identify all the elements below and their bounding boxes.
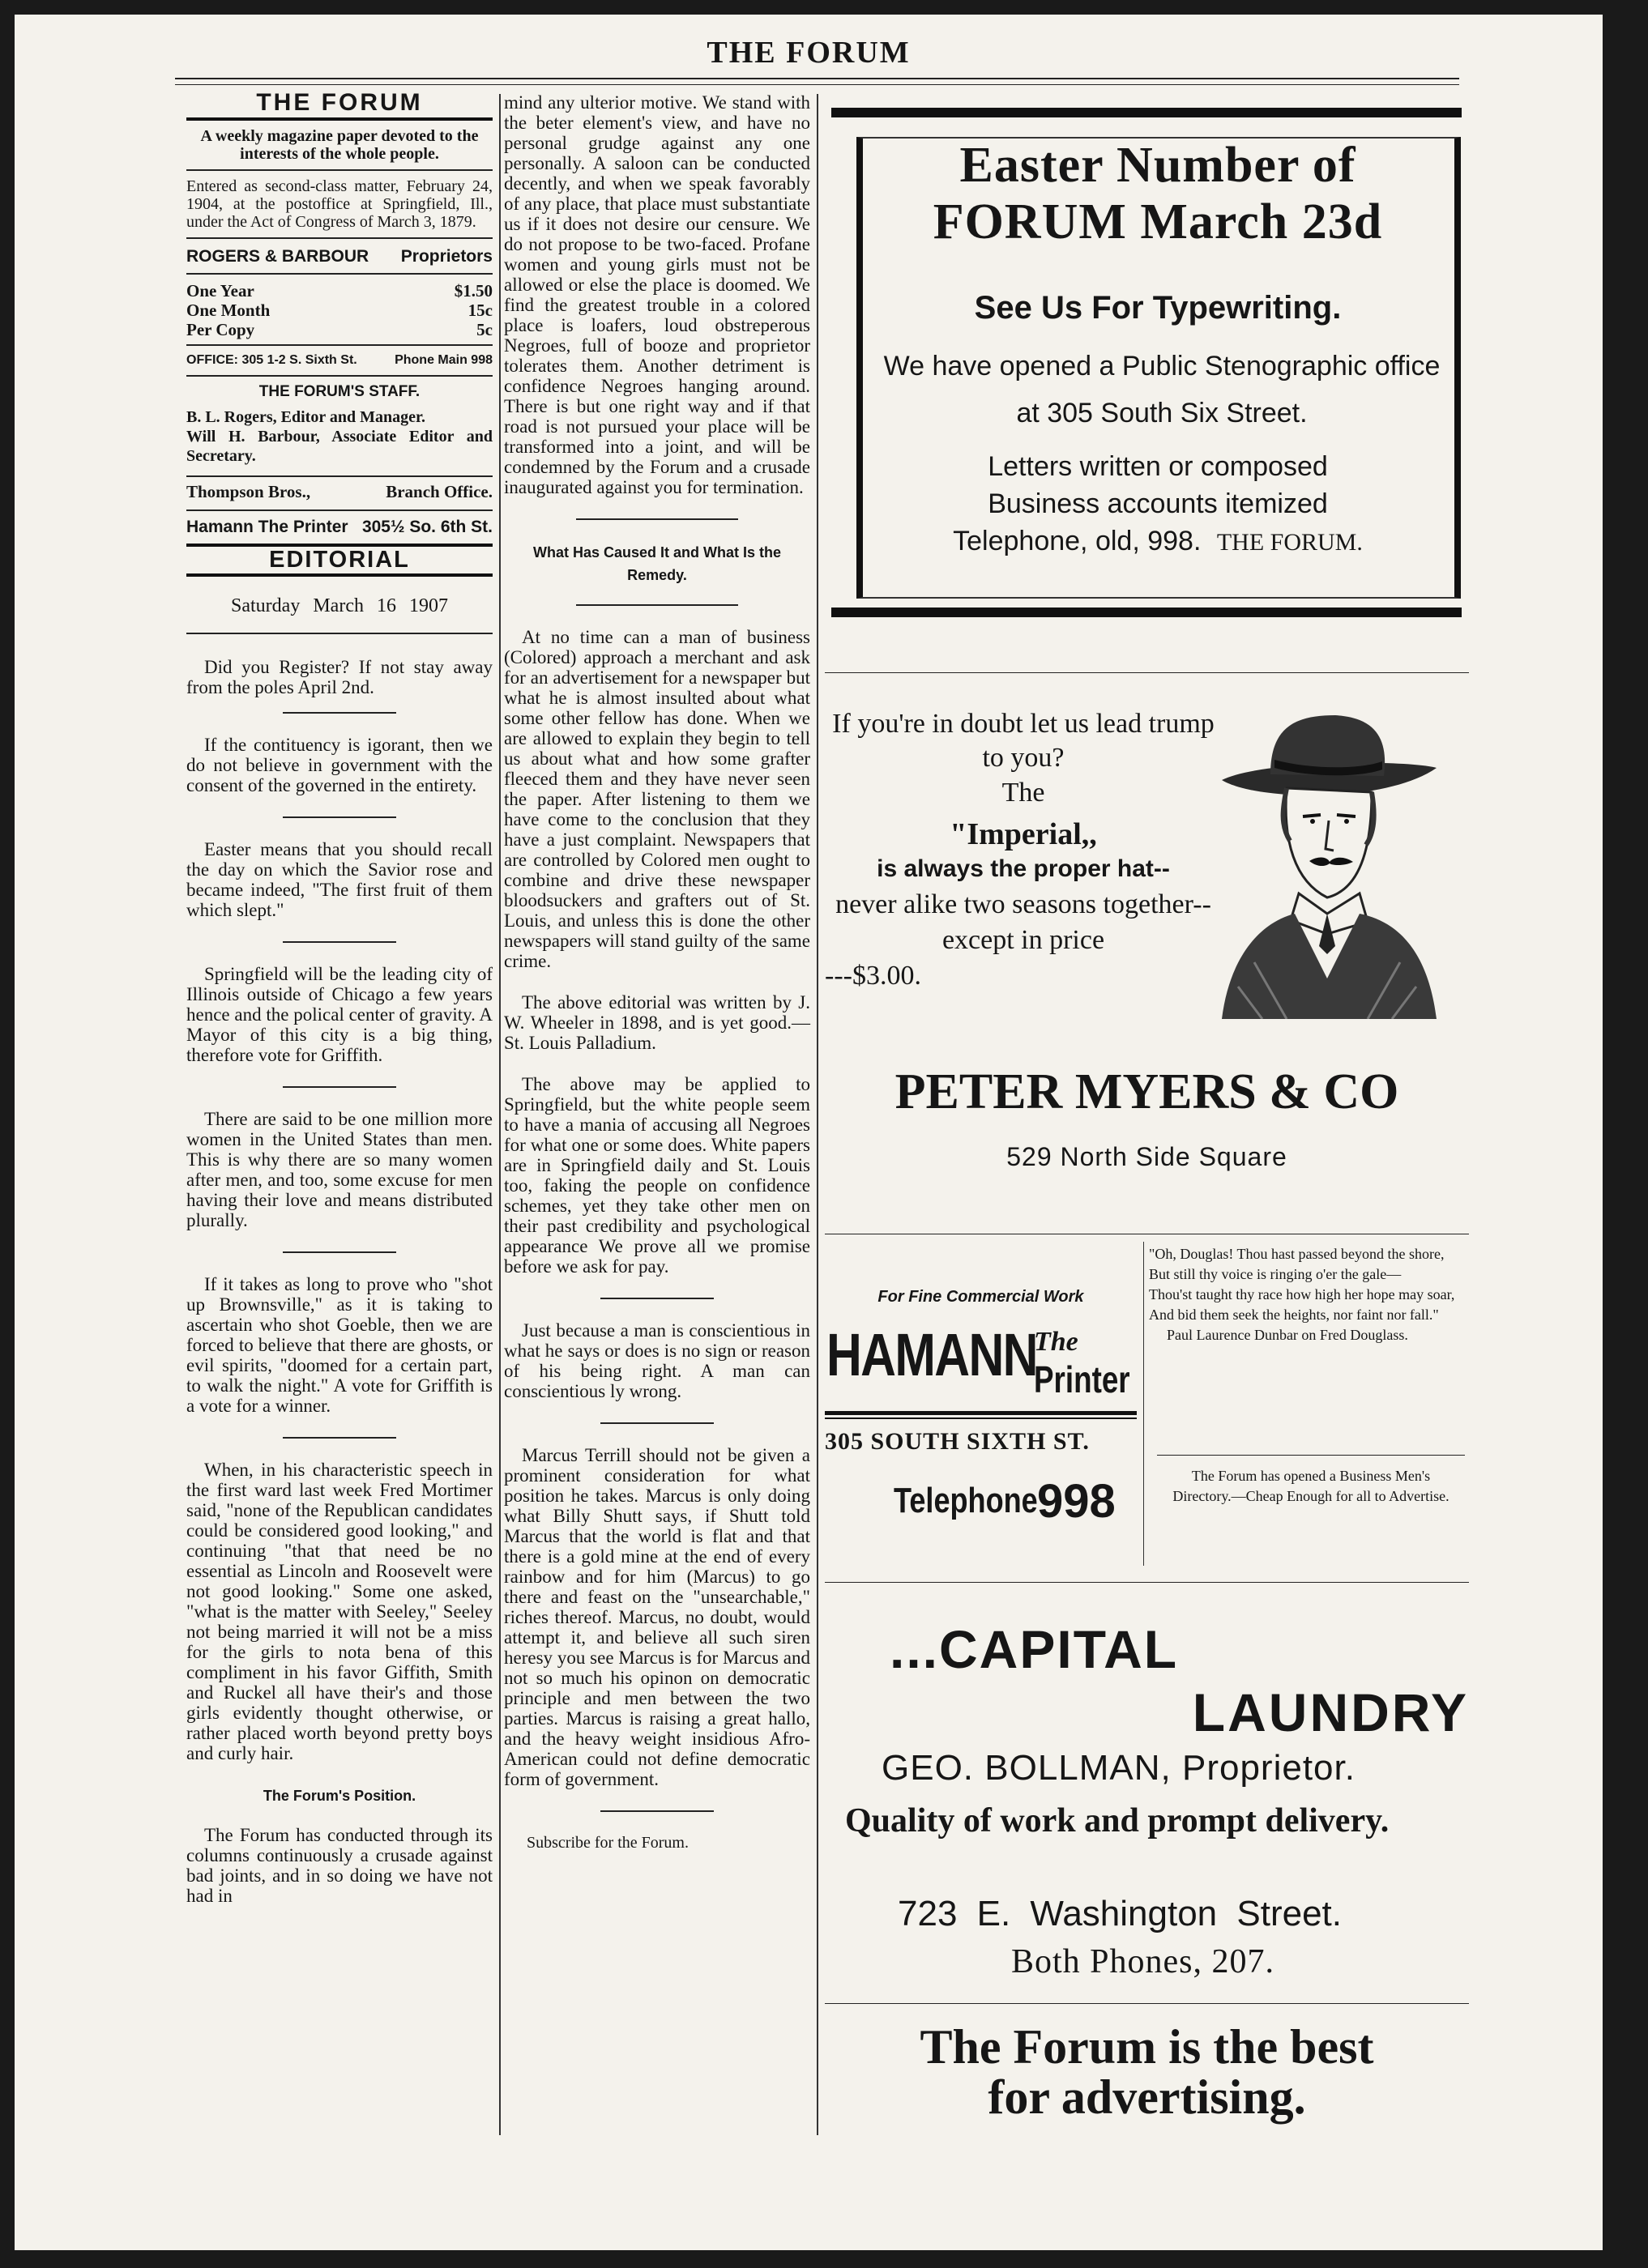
laundry-quality: Quality of work and prompt delivery.: [845, 1802, 1390, 1840]
paragraph: Marcus Terrill should not be given a prominent consideration for what position he takes. Marcus is only doing what Billy Shutt says, if Shutt told Marcus that the world is flat and that there is a gold mine at the end of every rainbow and for him (Marcus) to go there and feast on the "unsearchable," riches thereof. Marcus, no doubt, would attempt it, and believe all such siren heresy you see Marcus is for Marcus and not so much his opinon on democratic principle and men between the two parties. Marcus is raising a great hallo, and the heavy weight insidious Afro-American could not define democratic form of government.: [504, 1445, 810, 1789]
paragraph: Easter means that you should recall the day on which the Savior rose and became indeed, "The first fruit of them which slept.": [186, 839, 493, 920]
imperial-price: ---$3.00.: [825, 961, 921, 991]
separator: [283, 816, 396, 818]
branch-row: [186, 482, 493, 501]
branch-name: Thompson Bros.,: [186, 482, 311, 501]
divider: [186, 344, 493, 346]
masthead-rule: [186, 117, 493, 121]
paragraph: Springfield will be the leading city of Illinois outside of Chicago a few years hence and the polical center of gravity. A Mayor of this city is a big thing, therefore vote for Griffith.: [186, 964, 493, 1065]
divider: [186, 169, 493, 171]
poem-line: Thou'st taught thy race how high her hope may soar,: [1149, 1286, 1455, 1302]
rate-row: [186, 281, 493, 301]
paragraph: The Forum has conducted through its columns continuously a crusade against bad joints, and in so doing we have not had in: [186, 1825, 493, 1906]
ad-frame-bottom: [831, 608, 1462, 617]
stenographic-line: We have opened a Public Stenographic office at 305 South Six Street.: [883, 351, 1441, 428]
accounts-line: Business accounts itemized: [988, 488, 1328, 519]
laundry-capital: ...CAPITAL: [890, 1619, 1179, 1679]
editorial-heading: EDITORIAL: [269, 547, 410, 573]
running-head: THE FORUM: [707, 36, 911, 70]
divider: [825, 672, 1469, 673]
hamann-rule: [825, 1411, 1137, 1415]
hamann-telephone-number: 998: [1037, 1475, 1116, 1528]
poem-attribution: Paul Laurence Dunbar on Fred Douglass.: [1167, 1327, 1408, 1343]
poem-line: And bid them seek the heights, nor faint nor fall.": [1149, 1307, 1439, 1323]
peter-myers-address: 529 North Side Square: [1006, 1142, 1287, 1171]
peter-myers-store: PETER MYERS & CO: [894, 1064, 1399, 1119]
paragraph: mind any ulterior motive. We stand with the beter element's view, and have no personal grudge against any one personally. A saloon can be conducted decently, and when we speak favorably of any place, that place must substantiate us if it does not desire our censure. We do not propose to be two-faced. Profane women and young girls must not be allowed or else the place is doomed. We find the greatest trouble in a colored place is loafers, loud obstreperous Negroes, full of booze and proprietor tolerates them. Another detriment is confidence Negroes hanging around. There is but one right way and if that road is not pursued your place will be transformed into a joint, and will be condemned by the Forum and a crusade inaugurated against you for termination.: [504, 92, 810, 497]
easter-title-1: Easter Number of: [959, 138, 1356, 193]
column-rule-1: [499, 94, 501, 2135]
rate-price: 15c: [468, 301, 493, 320]
imperial-ad-text: [825, 707, 1222, 994]
imperial-line-1: If you're in doubt let us lead trump to you?: [832, 709, 1215, 773]
telephone-line: [864, 522, 1452, 561]
separator: [283, 1086, 396, 1088]
divider: [825, 2003, 1469, 2004]
ad-divider: [1143, 1242, 1144, 1566]
imperial-line-4: is always the proper hat--: [877, 855, 1170, 882]
separator: [576, 604, 738, 606]
directory-note: The Forum has opened a Business Men's Directory.—Cheap Enough for all to Advertise.: [1172, 1468, 1449, 1504]
masthead-entry: Entered as second-class matter, February 24, 1904, at the postoffice at Springfield, Ill., under the Act of Congress of March 3, 1879.: [186, 177, 493, 231]
column-rule-2: [817, 94, 818, 2135]
printer-row: [186, 518, 493, 537]
man-in-hat-illustration: [1206, 711, 1449, 1019]
masthead-description: A weekly magazine paper devoted to the interests of the whole people.: [200, 127, 479, 163]
hamann-ad: [825, 1246, 1137, 1554]
newspaper-page: [15, 15, 1603, 2250]
separator: [600, 1298, 714, 1299]
rate-label: One Month: [186, 301, 271, 320]
laundry-address: 723 E. Washington Street.: [898, 1894, 1342, 1933]
masthead-title: THE FORUM: [256, 89, 423, 116]
paragraph: The above editorial was written by J. W. Wheeler in 1898, and is yet good.—St. Louis Palladium.: [504, 992, 810, 1053]
divider: [186, 375, 493, 377]
hamann-tagline: For Fine Commercial Work: [877, 1288, 1084, 1306]
paragraph: When, in his characteristic speech in the first ward last week Fred Mortimer said, "none of the Republican candidates could be considered good looking," and continuing "that that need be no essential as Lincoln and Roosevelt were not good looking." Some one asked, "what is the matter with Seeley," Seeley not being married it will not be a miss for the girls to nota bena of this compliment in his favor Giffith, Smith and Ruckel all have their's and those girls evidently thought otherwise, or rather placed worth beyond pretty boys and curly hair.: [186, 1460, 493, 1763]
paragraph: The above may be applied to Springfield, but the white people seem to have a mania of accusing all Negroes for what one or some does. White papers are in Springfield daily and St. Louis too, faking the people on confidence schemes, yet they take other men on their past credibility and psychological appearance We prove all we promise before we ask for pay.: [504, 1074, 810, 1277]
staff-heading: THE FORUM'S STAFF.: [258, 383, 421, 400]
separator: [283, 941, 396, 943]
rate-row: [186, 301, 493, 320]
rate-label: One Year: [186, 281, 254, 301]
hamann-the: The: [1034, 1327, 1078, 1357]
paragraph: Just because a man is conscientious in what he says or does is no sign or reason of his being right. A man can conscientious ly wrong.: [504, 1320, 810, 1401]
divider: [186, 633, 493, 634]
paragraph: Did you Register? If not stay away from the poles April 2nd.: [186, 657, 493, 697]
letters-line: Letters written or composed: [988, 451, 1328, 482]
branch-label: Branch Office.: [386, 482, 493, 501]
hamann-name: HAMANN: [826, 1321, 1037, 1388]
easter-ad: [831, 108, 1462, 623]
divider: [186, 273, 493, 275]
printer-name: Hamann The Printer: [186, 518, 348, 536]
easter-title-2: FORUM March 23d: [933, 194, 1383, 249]
laundry-phones: Both Phones, 207.: [1011, 1943, 1275, 1980]
paragraph: There are said to be one million more women in the United States than men. This is why there are so many women after men, and too, some excuse for men having their love and means distributed plurally.: [186, 1109, 493, 1230]
rate-label: Per Copy: [186, 320, 255, 339]
office-address: OFFICE: 305 1-2 S. Sixth St.: [186, 353, 357, 367]
staff-editor: B. L. Rogers, Editor and Manager.: [186, 408, 426, 426]
divider: [186, 237, 493, 239]
telephone-text: Telephone, old, 998.: [953, 526, 1202, 556]
hamann-address: 305 SOUTH SIXTH ST.: [825, 1428, 1090, 1455]
imperial-line-2: The: [1001, 778, 1045, 808]
rate-price: $1.50: [454, 281, 493, 301]
staff-associate: Will H. Barbour, Associate Editor and Secretary.: [186, 428, 493, 465]
column-2: [504, 92, 810, 1853]
office-phone: Phone Main 998: [395, 353, 493, 367]
separator: [283, 712, 396, 714]
separator: [283, 1251, 396, 1253]
proprietors-row: [186, 247, 493, 266]
divider: [1157, 1455, 1465, 1456]
imperial-line-5: never alike two seasons together--except in price: [835, 889, 1211, 955]
separator: [283, 1437, 396, 1439]
divider: [186, 573, 493, 577]
laundry-proprietor: GEO. BOLLMAN, Proprietor.: [882, 1748, 1356, 1788]
poem-line: But still thy voice is ringing o'er the gale—: [1149, 1266, 1402, 1282]
poem-line: "Oh, Douglas! Thou hast passed beyond the shore,: [1149, 1246, 1445, 1262]
divider: [825, 1582, 1469, 1583]
footer-ad-line-1: The Forum is the best: [920, 2020, 1374, 2074]
paragraph: If it takes as long to prove who "shot up Brownsville," as it is taking to ascertain who shot Goeble, then we are forced to believe that there are ghosts, or evil spirits, "doomed for a certain part, to walk the night." A vote for Griffith is a vote for a winner.: [186, 1274, 493, 1416]
rate-row: [186, 320, 493, 339]
section-heading: What Has Caused It and What Is the Remedy.: [532, 544, 782, 583]
office-row: [186, 351, 493, 370]
paragraph: At no time can a man of business (Colored) approach a merchant and ask for an advertisement for a newspaper but what he is almost insulted about what some other fellow has done. When we are allowed to explain they begin to tell us about what and how some grafter fleeced them and they have never seen the paper. After listening to them we have come to the conclusion that they have a just complaint. Newspapers that are controlled by Colored men ought to combine and drive these newspaper bloodsuckers and grafters out of St. Louis, and unless this is done the other newspapers will stand guilty of the same crime.: [504, 627, 810, 971]
proprietors-label: Proprietors: [400, 247, 493, 266]
divider: [186, 509, 493, 511]
paragraph: If the contituency is igorant, then we do not believe in government with the consent of the governed in the entirety.: [186, 735, 493, 795]
separator: [600, 1810, 714, 1812]
column-1: [186, 89, 493, 1927]
separator: [576, 518, 738, 520]
separator: [600, 1422, 714, 1424]
rate-price: 5c: [476, 320, 493, 339]
laundry-ad: [825, 1618, 1469, 2007]
divider: [186, 475, 493, 477]
hamann-rule: [825, 1418, 1137, 1419]
proprietors-name: ROGERS & BARBOUR: [186, 247, 369, 266]
footer-ad-line-2: for advertising.: [988, 2070, 1306, 2124]
head-rule-top: [175, 78, 1459, 79]
section-heading: The Forum's Position.: [263, 1788, 416, 1804]
hamann-telephone-label: Telephone: [894, 1481, 1038, 1520]
editorial-date: Saturday March 16 1907: [231, 595, 448, 616]
printer-address: 305½ So. 6th St.: [361, 518, 493, 536]
subscribe-note: Subscribe for the Forum.: [527, 1834, 689, 1852]
dunbar-poem: [1149, 1244, 1469, 1345]
imperial-name: "Imperial,,: [950, 817, 1097, 851]
head-rule-bottom: [175, 84, 1459, 85]
ad-frame-top: [831, 108, 1462, 117]
laundry-name: LAUNDRY: [1192, 1682, 1469, 1742]
forum-signature: THE FORUM.: [1216, 529, 1363, 556]
typewriting-line: See Us For Typewriting.: [974, 290, 1342, 326]
hamann-printer: Printer: [1034, 1358, 1130, 1400]
